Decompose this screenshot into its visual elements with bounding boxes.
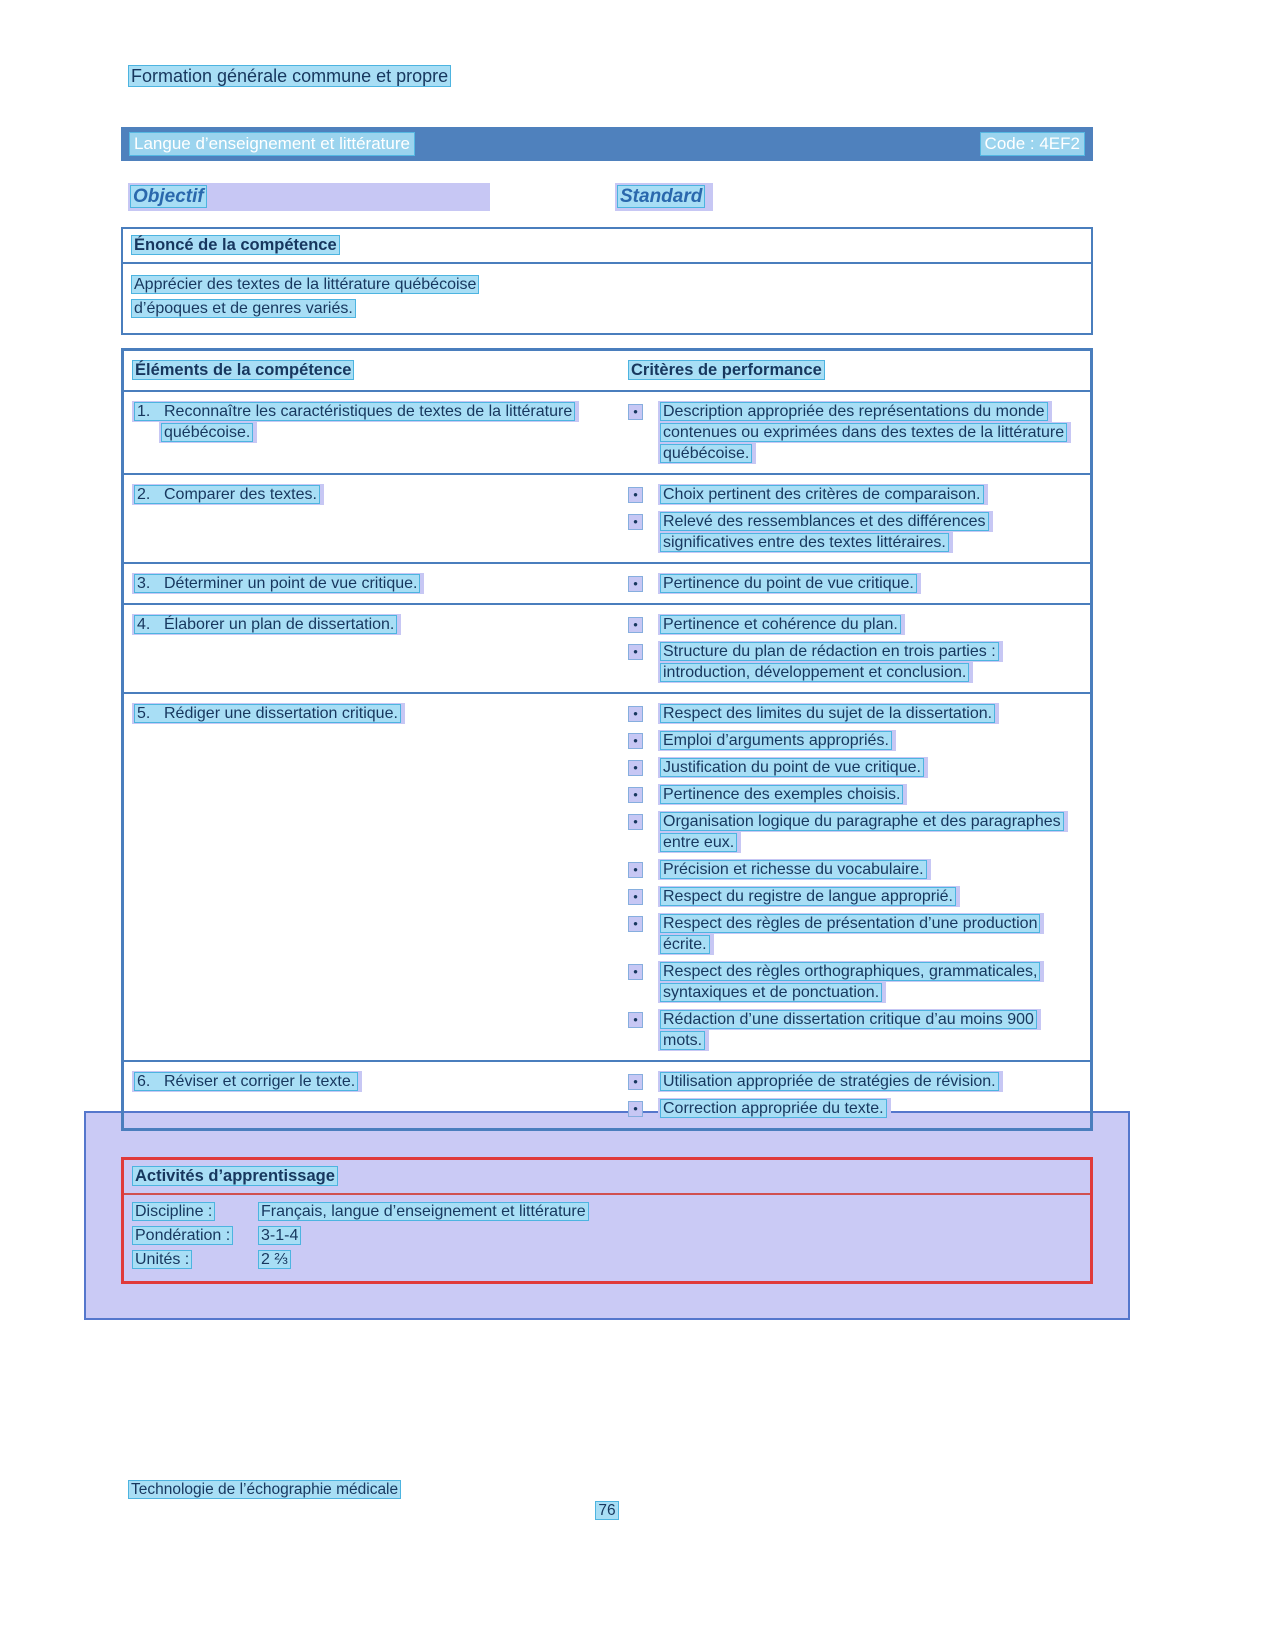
criteria-item — [628, 641, 1078, 683]
element-item — [132, 1071, 603, 1092]
activity-row — [132, 1227, 1082, 1245]
criteria-text: Organisation logique du paragraphe et des paragraphes entre eux. — [660, 812, 1064, 852]
footer-page-number — [121, 1502, 1093, 1520]
element-cell — [124, 573, 613, 594]
table-row — [124, 392, 1090, 475]
criteria-cell — [613, 401, 1090, 464]
bullet-icon — [628, 913, 658, 934]
criteria-cell — [613, 573, 1090, 594]
bullet-icon — [628, 811, 658, 832]
criteria-text: Respect des limites du sujet de la dissertation. — [660, 704, 995, 723]
criteria-text: Structure du plan de rédaction en trois parties : introduction, développement et conclusion. — [660, 642, 999, 682]
element-cell — [124, 1071, 613, 1119]
criteria-item — [628, 703, 1078, 724]
table-row — [124, 475, 1090, 564]
enonce-body — [123, 264, 1091, 333]
criteria-cell — [613, 703, 1090, 1051]
criteria-text: Relevé des ressemblances et des différences significatives entre des textes littéraires. — [660, 512, 989, 552]
item-number: 2. — [137, 486, 151, 503]
bullet-glyph: • — [628, 404, 643, 420]
bullet-glyph: • — [628, 787, 643, 803]
bullet-icon — [628, 703, 658, 724]
criteria-text: Justification du point de vue critique. — [660, 758, 924, 777]
bullet-glyph: • — [628, 889, 643, 905]
criteria-text: Pertinence du point de vue critique. — [660, 574, 917, 593]
activity-label-cell — [132, 1251, 258, 1269]
element-item — [132, 614, 603, 635]
bullet-glyph: • — [628, 514, 643, 530]
bullet-icon — [628, 641, 658, 662]
elements-header-text: Éléments de la compétence — [132, 360, 354, 380]
bullet-icon — [628, 757, 658, 778]
criteria-text: Correction appropriée du texte. — [660, 1099, 887, 1118]
element-item — [132, 484, 603, 505]
bullet-glyph: • — [628, 644, 643, 660]
enonce-box — [121, 227, 1093, 335]
course-code: Code : 4EF2 — [980, 132, 1085, 156]
title-bar — [121, 127, 1093, 161]
bullet-glyph: • — [628, 576, 643, 592]
activity-value-cell — [258, 1251, 1082, 1269]
criteria-item — [628, 484, 1078, 505]
element-text: Élaborer un plan de dissertation. — [164, 616, 395, 633]
bullet-glyph: • — [628, 814, 643, 830]
activities-panel — [84, 1111, 1130, 1320]
item-number: 1. — [137, 403, 151, 420]
criteria-item — [628, 913, 1078, 955]
criteria-cell — [613, 484, 1090, 553]
element-cell — [124, 614, 613, 683]
criteria-text: Pertinence et cohérence du plan. — [660, 615, 901, 634]
criteria-text: Pertinence des exemples choisis. — [660, 785, 903, 804]
item-number: 4. — [137, 616, 151, 633]
criteria-item — [628, 1098, 1078, 1119]
bullet-glyph: • — [628, 1101, 643, 1117]
activity-label-cell — [132, 1203, 258, 1221]
element-item — [132, 703, 603, 724]
bullet-glyph: • — [628, 964, 643, 980]
element-cell — [124, 401, 613, 464]
standard-heading-text: Standard — [617, 185, 705, 208]
enonce-line-text: Apprécier des textes de la littérature québécoise — [131, 275, 479, 294]
section-headings — [121, 183, 1093, 215]
criteria-text: Rédaction d’une dissertation critique d’au moins 900 mots. — [660, 1010, 1037, 1050]
criteria-text: Précision et richesse du vocabulaire. — [660, 860, 927, 879]
activity-label: Pondération : — [132, 1226, 233, 1245]
page-content — [121, 0, 1093, 1320]
element-text: Réviser et corriger le texte. — [164, 1073, 356, 1090]
objectif-heading — [128, 183, 490, 211]
criteria-item — [628, 811, 1078, 853]
bullet-glyph: • — [628, 916, 643, 932]
activities-title-text: Activités d’apprentissage — [132, 1166, 338, 1186]
bullet-glyph: • — [628, 706, 643, 722]
item-number: 5. — [137, 705, 151, 722]
course-title: Langue d’enseignement et littérature — [129, 132, 415, 156]
activities-rows — [124, 1195, 1090, 1281]
element-cell — [124, 703, 613, 1051]
bullet-icon — [628, 511, 658, 532]
criteria-item — [628, 401, 1078, 464]
bullet-glyph: • — [628, 862, 643, 878]
bullet-glyph: • — [628, 487, 643, 503]
criteria-item — [628, 757, 1078, 778]
table-row — [124, 694, 1090, 1062]
table-header-row — [124, 351, 1090, 392]
bullet-icon — [628, 484, 658, 505]
enonce-title-text: Énoncé de la compétence — [131, 235, 340, 255]
criteria-item — [628, 730, 1078, 751]
table-row — [124, 564, 1090, 605]
element-text: Déterminer un point de vue critique. — [164, 575, 418, 592]
activity-row — [132, 1251, 1082, 1269]
enonce-line-text: d’époques et de genres variés. — [131, 299, 356, 318]
criteria-text: Emploi d’arguments appropriés. — [660, 731, 892, 750]
activities-box — [121, 1157, 1093, 1284]
elements-header-cell — [124, 360, 613, 381]
criteria-item — [628, 1071, 1078, 1092]
table-row — [124, 605, 1090, 694]
bullet-icon — [628, 614, 658, 635]
enonce-line — [131, 273, 1083, 296]
criteria-text: Respect des règles orthographiques, grammaticales, syntaxiques et de ponctuation. — [660, 962, 1040, 1002]
activity-value-cell — [258, 1227, 1082, 1245]
enonce-title — [123, 229, 1091, 264]
criteria-text: Respect des règles de présentation d’une production écrite. — [660, 914, 1040, 954]
bullet-icon — [628, 401, 658, 422]
element-text: Comparer des textes. — [164, 486, 317, 503]
criteria-text: Respect du registre de langue approprié. — [660, 887, 956, 906]
activities-title — [124, 1160, 1090, 1195]
bullet-icon — [628, 573, 658, 594]
criteria-text: Choix pertinent des critères de comparaison. — [660, 485, 984, 504]
bullet-glyph: • — [628, 733, 643, 749]
element-text: Reconnaître les caractéristiques de textes de la littérature québécoise. — [164, 403, 573, 441]
activity-value: 2 ⅔ — [258, 1250, 291, 1269]
item-number: 3. — [137, 575, 151, 592]
table-row — [124, 1062, 1090, 1128]
activity-label: Unités : — [132, 1250, 192, 1269]
criteres-header-cell — [613, 360, 1090, 381]
element-item — [132, 573, 603, 594]
competence-table — [121, 348, 1093, 1131]
bullet-icon — [628, 1009, 658, 1030]
criteria-item — [628, 961, 1078, 1003]
bullet-icon — [628, 784, 658, 805]
bullet-icon — [628, 1098, 658, 1119]
criteria-cell — [613, 614, 1090, 683]
standard-heading — [615, 183, 713, 211]
bullet-glyph: • — [628, 1074, 643, 1090]
element-item — [132, 401, 603, 443]
activity-label: Discipline : — [132, 1202, 215, 1221]
formation-label — [128, 66, 1093, 87]
bullet-icon — [628, 730, 658, 751]
page-number-text: 76 — [595, 1501, 618, 1520]
element-text: Rédiger une dissertation critique. — [164, 705, 398, 722]
activity-value: Français, langue d’enseignement et littérature — [258, 1202, 589, 1221]
enonce-line — [131, 297, 1083, 320]
criteria-item — [628, 511, 1078, 553]
bullet-icon — [628, 1071, 658, 1092]
bullet-glyph: • — [628, 1012, 643, 1028]
criteria-item — [628, 614, 1078, 635]
criteria-item — [628, 886, 1078, 907]
item-number: 6. — [137, 1073, 151, 1090]
criteres-header-text: Critères de performance — [628, 360, 825, 380]
criteria-item — [628, 784, 1078, 805]
criteria-item — [628, 859, 1078, 880]
formation-label-text: Formation générale commune et propre — [128, 65, 451, 87]
element-cell — [124, 484, 613, 553]
criteria-item — [628, 1009, 1078, 1051]
bullet-icon — [628, 886, 658, 907]
footer-program — [128, 1481, 1093, 1499]
criteria-cell — [613, 1071, 1090, 1119]
activity-value: 3-1-4 — [258, 1226, 301, 1245]
criteria-item — [628, 573, 1078, 594]
bullet-glyph: • — [628, 617, 643, 633]
criteria-text: Utilisation appropriée de stratégies de révision. — [660, 1072, 999, 1091]
bullet-icon — [628, 961, 658, 982]
activity-value-cell — [258, 1203, 1082, 1221]
activity-row — [132, 1203, 1082, 1221]
footer-program-text: Technologie de l’échographie médicale — [128, 1480, 401, 1499]
objectif-heading-text: Objectif — [130, 185, 207, 208]
criteria-text: Description appropriée des représentations du monde contenues ou exprimées dans des textes de la littérature québécoise. — [660, 402, 1067, 463]
page-footer — [121, 1481, 1093, 1520]
bullet-glyph: • — [628, 760, 643, 776]
table-body — [124, 392, 1090, 1128]
bullet-icon — [628, 859, 658, 880]
activity-label-cell — [132, 1227, 258, 1245]
